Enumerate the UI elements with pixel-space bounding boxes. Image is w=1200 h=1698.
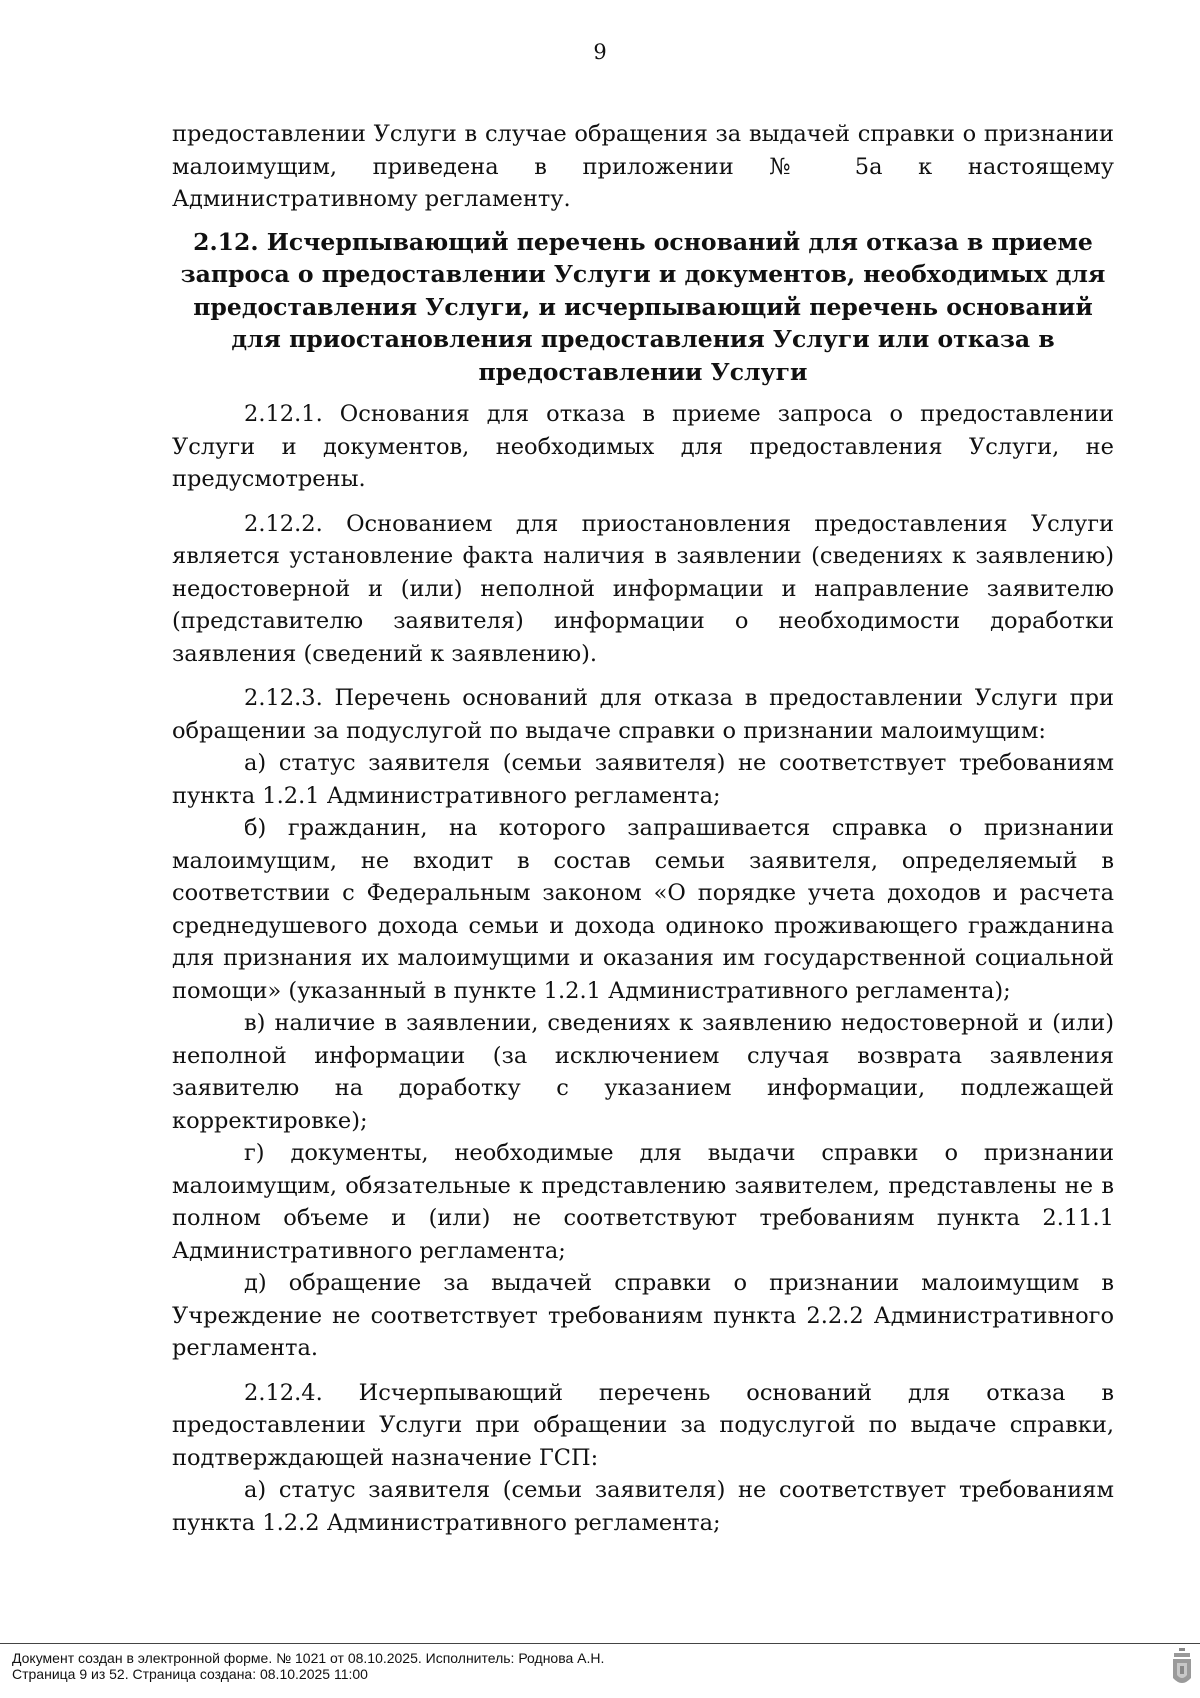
footer-divider — [0, 1643, 1200, 1644]
paragraph-2-12-4: 2.12.4. Исчерпывающий перечень оснований для отказа в предоставлении Услуги при обращении за подуслугой по выдаче справки, подтверждающей назначение ГСП: — [172, 1379, 1114, 1471]
coat-of-arms-icon — [1171, 1648, 1193, 1690]
paragraph-2-12-3: 2.12.3. Перечень оснований для отказа в предоставлении Услуги при обращении за подуслугой по выдаче справки о признании малоимущим: — [172, 685, 1114, 744]
intro-paragraph: предоставлении Услуги в случае обращения за выдачей справки о признании малоимущим, приведена в приложении № 5а к настоящему Административному регламенту. — [172, 121, 1114, 212]
footer-line-2: Страница 9 из 52. Страница создана: 08.10.2025 11:00 — [12, 1666, 368, 1682]
paragraph-2-12-2: 2.12.2. Основанием для приостановления предоставления Услуги является установление факта наличия в заявлении (сведениях к заявлению) недостоверной и (или) неполной информации и направление заявителю (представителю заявителя) информации о необходимости доработки заявления (сведений к заявлению). — [172, 510, 1114, 667]
paragraph-2-12-1: 2.12.1. Основания для отказа в приеме запроса о предоставлении Услуги и документов, необходимых для предоставления Услуги, не предусмотрены. — [172, 401, 1114, 492]
list-item-a: а) статус заявителя (семьи заявителя) не соответствует требованиям пункта 1.2.1 Административного регламента; — [172, 750, 1114, 809]
footer-line-1: Документ создан в электронной форме. № 1021 от 08.10.2025. Исполнитель: Роднова А.Н. — [12, 1650, 605, 1666]
list-item-b: б) гражданин, на которого запрашивается справка о признании малоимущим, не входит в состав семьи заявителя, определяемый в соответствии с Федеральным законом «О порядке учета доходов и расчета среднедушевого дохода семьи и дохода одиноко проживающего гражданина для признания их малоимущими и оказания им государственной социальной помощи» (указанный в пункте 1.2.1 Административного регламента); — [172, 815, 1114, 1004]
list-item-a-2: а) статус заявителя (семьи заявителя) не соответствует требованиям пункта 1.2.2 Административного регламента; — [172, 1477, 1114, 1536]
list-item-g: г) документы, необходимые для выдачи справки о признании малоимущим, обязательные к представлению заявителем, представлены не в полном объеме и (или) не соответствуют требованиям пункта 2.11.1 Административного регламента; — [172, 1140, 1114, 1264]
list-item-v: в) наличие в заявлении, сведениях к заявлению недостоверной и (или) неполной информации (за исключением случая возврата заявления заявителю на доработку с указанием информации, подлежащей корректировке); — [172, 1010, 1114, 1134]
document-footer — [12, 1650, 604, 1682]
document-body — [172, 118, 1114, 1539]
list-item-d: д) обращение за выдачей справки о признании малоимущим в Учреждение не соответствует требованиям пункта 2.2.2 Административного регламента. — [172, 1270, 1114, 1361]
section-heading: 2.12. Исчерпывающий перечень оснований для отказа в приеме запроса о предоставлении Услуги и документов, необходимых для предоставления Услуги, и исчерпывающий перечень оснований для приостановления предоставления Услуги или отказа в предоставлении Услуги — [180, 227, 1106, 386]
page-number: 9 — [593, 40, 607, 64]
